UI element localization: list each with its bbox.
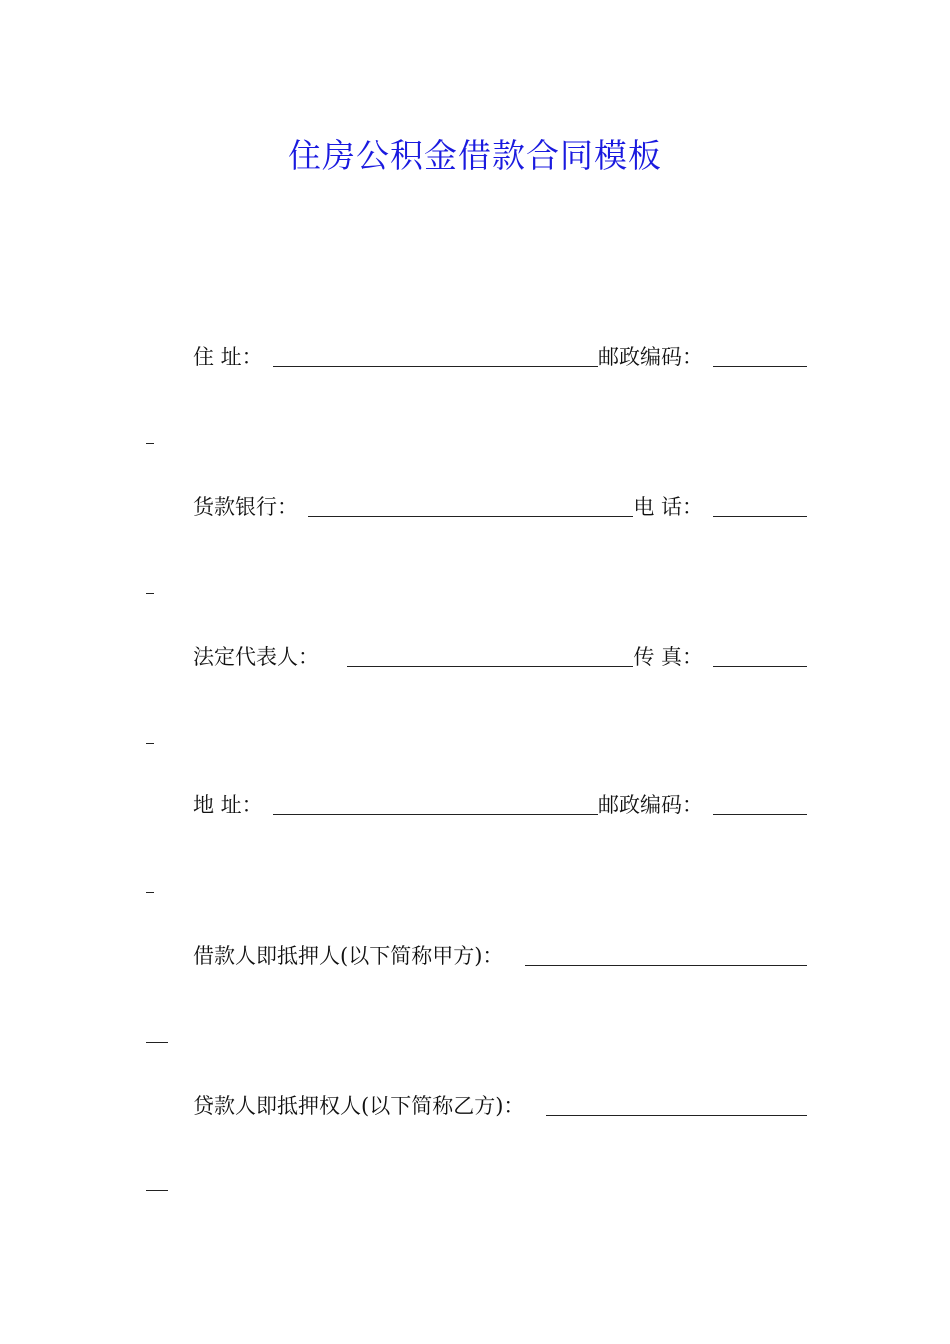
line-continuation-mark: [146, 1190, 168, 1191]
blank-borrower[interactable]: [525, 943, 807, 966]
field-row-legal-representative: [193, 642, 807, 672]
field-row-lender: [193, 1091, 807, 1121]
blank-residence-address[interactable]: [273, 344, 598, 367]
field-label-lender: 贷款人即抵押权人(以下简称乙方)：: [193, 1094, 525, 1118]
blank-postal-code[interactable]: [713, 344, 807, 367]
field-label-residence-address: 住 址：: [193, 345, 263, 369]
line-continuation-mark: [146, 743, 154, 744]
field-row-residence-address: [193, 342, 807, 372]
field-row-borrower: [193, 941, 807, 971]
field-label-lending-bank: 货款银行：: [193, 495, 298, 519]
field-label-postal-code: 邮政编码：: [598, 345, 703, 369]
blank-fax[interactable]: [713, 644, 807, 667]
blank-legal-representative[interactable]: [347, 644, 633, 667]
line-continuation-mark: [146, 593, 154, 594]
blank-lending-bank[interactable]: [308, 494, 633, 517]
blank-postal-code-2[interactable]: [713, 792, 807, 815]
blank-address[interactable]: [273, 792, 598, 815]
field-row-lending-bank: [193, 492, 807, 522]
document-title: 住房公积金借款合同模板: [288, 136, 662, 175]
field-label-borrower: 借款人即抵押人(以下简称甲方)：: [193, 944, 504, 968]
field-label-legal-representative: 法定代表人：: [193, 645, 319, 669]
field-label-fax: 传 真：: [633, 645, 703, 669]
line-continuation-mark: [146, 1042, 168, 1043]
field-label-postal-code-2: 邮政编码：: [598, 793, 703, 817]
blank-lender[interactable]: [546, 1093, 807, 1116]
line-continuation-mark: [146, 892, 154, 893]
field-row-address: [193, 790, 807, 820]
field-label-address: 地 址：: [193, 793, 263, 817]
field-label-phone: 电 话：: [633, 495, 703, 519]
line-continuation-mark: [146, 443, 154, 444]
blank-phone[interactable]: [713, 494, 807, 517]
